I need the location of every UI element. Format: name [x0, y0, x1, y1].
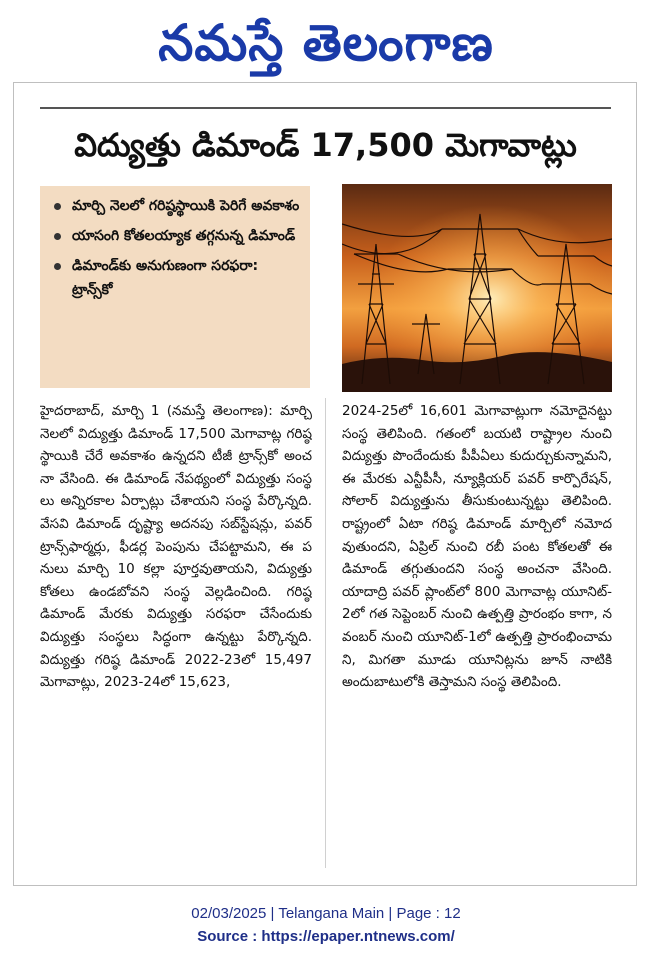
article-body-left-column: హైదరాబాద్, మార్చి 1 (నమస్తే తెలంగాణ): మార్చి నెలలో విద్యుత్తు డిమాండ్ 17,500 మెగావాట్ల గరిష్ఠ స్థాయికి చేరే అవకాశం ఉన్నదని టీజీ ట్రాన్స్‌కో అంచనా వేసింది. ఈ డిమాండ్ నేపథ్యంలో విద్యుత్తు సంస్థలు అన్నిరకాల ఏర్పాట్లు చేశాయని సంస్థ పేర్కొన్నది. వేసవి డిమాండ్ దృష్ట్యా అదనపు సబ్‌స్టేషన్లు, పవర్ ట్రాన్స్‌ఫార్మర్లు, ఫీడర్ల పెంపును చేపట్టామని, ఈ పనులు మార్చి 10 కల్లా పూర్తవుతాయని, విద్యుత్తు కోతలు ఉండబోవని సంస్థ వెల్లడించింది. గరిష్ఠ డిమాండ్ మేరకు విద్యుత్తు సరఫరా చేసేందుకు విద్యుత్తు సంస్థలు సిద్ధంగా ఉన్నట్టు పేర్కొన్నది. విద్యుత్తు గరిష్ఠ డిమాండ్ 2022-23లో 15,497 మెగావాట్లు, 2023-24లో 15,623,	[40, 403, 312, 691]
highlight-item	[54, 254, 300, 302]
bullet-icon	[54, 263, 61, 270]
highlight-text: మార్చి నెలలో గరిష్ఠస్థాయికి పెరిగే అవకాశం	[72, 198, 300, 214]
bullet-icon	[54, 203, 61, 210]
edition-info: 02/03/2025 | Telangana Main | Page : 12	[191, 905, 461, 922]
transmission-tower-image	[342, 184, 612, 392]
highlight-item	[54, 224, 300, 248]
article-headline: విద్యుత్తు డిమాండ్ 17,500 మెగావాట్లు	[74, 126, 577, 164]
newspaper-masthead: నమస్తే తెలంగాణ	[158, 14, 494, 72]
highlight-text: డిమాండ్‌కు అనుగుణంగా సరఫరా: ట్రాన్స్‌కో	[72, 258, 259, 298]
highlights-box	[40, 186, 310, 388]
headline-rule	[40, 107, 611, 109]
column-divider	[325, 398, 326, 868]
bullet-icon	[54, 233, 61, 240]
source-url: Source : https://epaper.ntnews.com/	[197, 928, 455, 945]
highlight-text: యాసంగి కోతలయ్యాక తగ్గనున్న డిమాండ్	[72, 228, 296, 244]
highlight-item	[54, 194, 300, 218]
article-body-right-column: 2024-25లో 16,601 మెగావాట్లుగా నమోదైనట్టు సంస్థ తెలిపింది. గతంలో బయటి రాష్ట్రాల నుంచి విద్యుత్తు పొందేందుకు పీపీఏలు కుదుర్చుకున్నామని, ఈ మేరకు ఎన్టీపీసీ, న్యూక్లియర్ పవర్ కార్పొరేషన్, సోలార్ విద్యుత్తును తీసుకుంటున్నట్టు తెలిపింది. రాష్ట్రంలో ఏటా గరిష్ఠ డిమాండ్ మార్చిలో నమోదవుతుందని, ఏప్రిల్ నుంచి రబీ పంట కోతలతో ఈ డిమాండ్ తగ్గుతుందని సంస్థ అంచనా వేసింది. యాదాద్రి పవర్ ప్లాంట్‌లో 800 మెగావాట్ల యూనిట్-2లో గత సెప్టెంబర్ నుంచి ఉత్పత్తి ప్రారంభం కాగా, నవంబర్ నుంచి యూనిట్-1లో ఉత్పత్తి ప్రారంభించామని, మిగతా మూడు యూనిట్లను జూన్ నాటికి అందుబాటులోకి తెస్తామని సంస్థ తెలిపింది.	[342, 403, 612, 691]
power-lines-photo	[342, 184, 612, 392]
